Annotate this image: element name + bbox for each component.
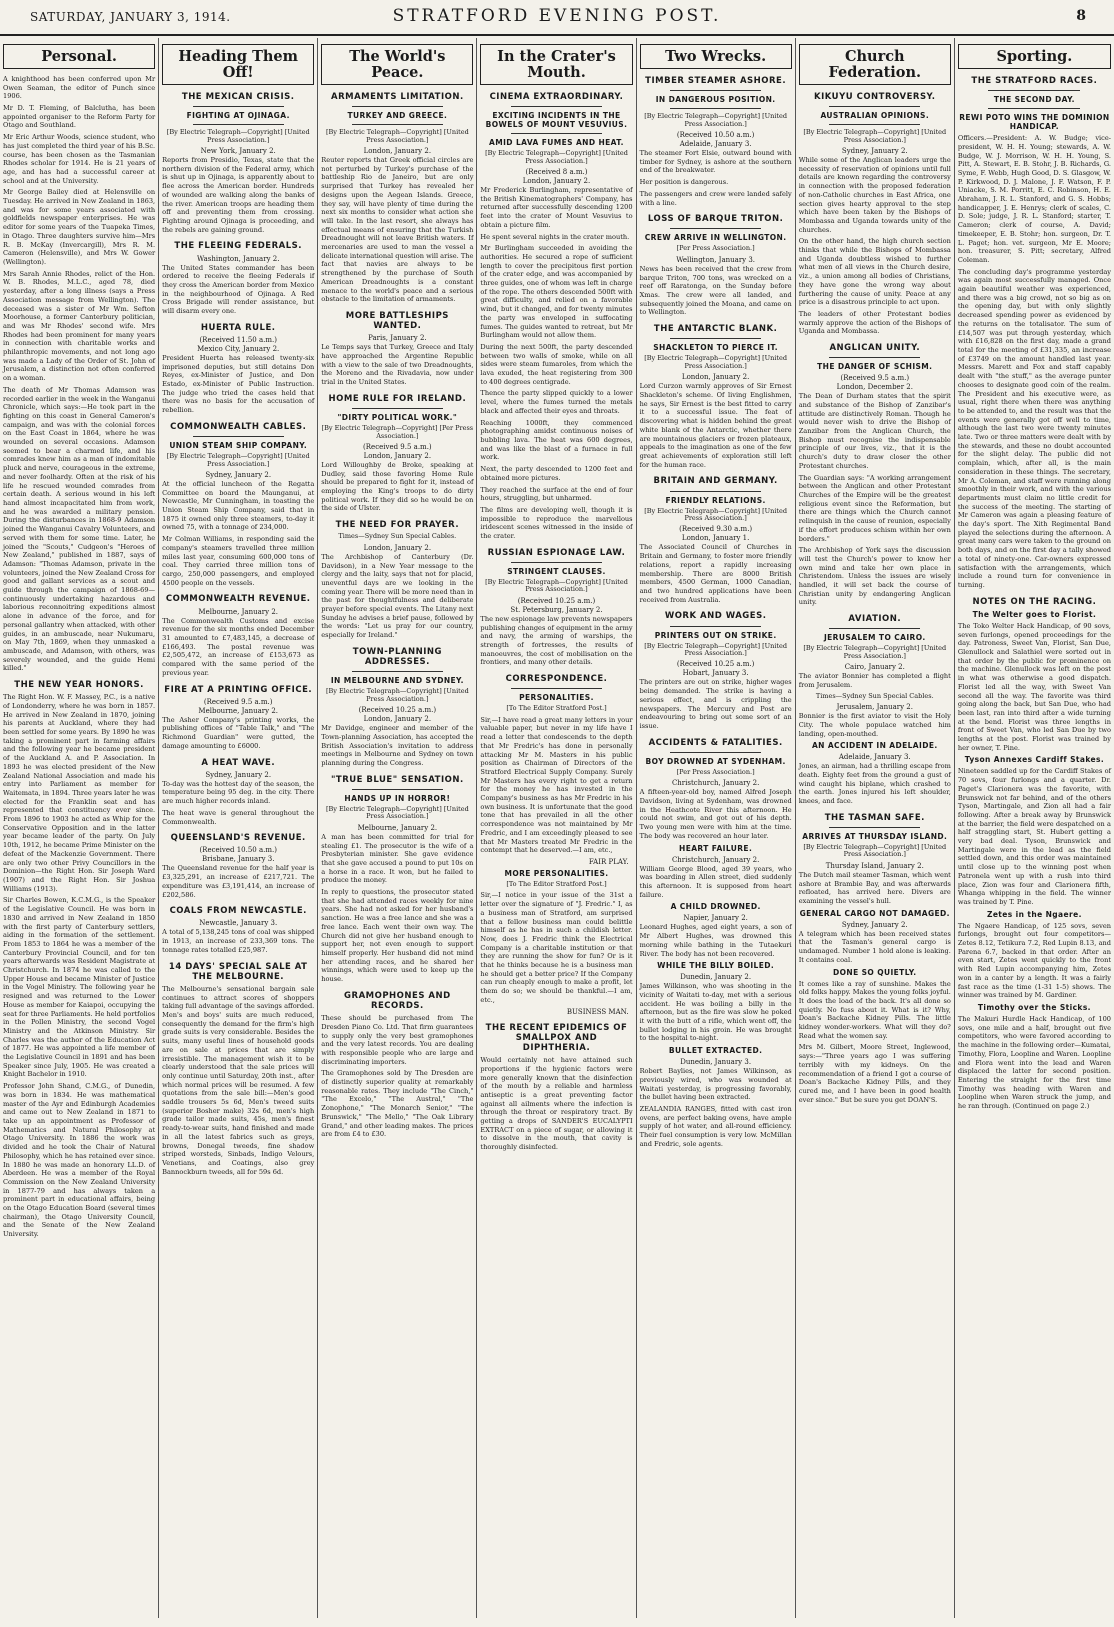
column-banner: Heading Them Off! (162, 44, 314, 85)
wire-credit: [By Electric Telegraph—Copyright] [United Press Association.] (166, 452, 310, 468)
dateline: Melbourne, January 2. (198, 607, 278, 616)
divider-rule (352, 789, 443, 790)
article-paragraph: At the official luncheon of the Regatta Committee on board the Maunganui, at Newcastle, Mr Cunningham, in toasting the Union Steam Ship Company, said that in 1875 it owned only three steamers, to-day it owned 75, with a tonnage of 234,000. (162, 479, 315, 532)
article-paragraph: The printers are out on strike, higher wages being demanded. The strike is having a serious effect, and is crippling the newspapers. The Mercury and Post are endeavouring to bring out some sort of an issue. (639, 678, 792, 730)
dateline: London, January 2. (522, 177, 591, 185)
article-headline: THE RECENT EPIDEMICS OF SMALLPOX AND DIPHTHERIA. (485, 1022, 628, 1053)
article-headline: "TRUE BLUE" SENSATION. (330, 774, 464, 785)
article-subheading: Timothy over the Sticks. (977, 1003, 1091, 1012)
newspaper-title: STRATFORD EVENING POST. (392, 6, 722, 26)
divider-rule (670, 338, 761, 339)
article-subheading: UNION STEAM SHIP COMPANY. (169, 441, 308, 451)
article-paragraph: Professor John Shand, C.M.G., of Dunedin, was born in 1834. He was mathematical master of the Ayr and Edinburgh Academies and came out to New Zealand in 1871 to take up an appointment as Professor of Mathematics and Natural Philosophy at Otago University. In 1886 the work was divided and he took the Chair of Natural Philosophy, which he has retained ever since. In 1880 he was made an honorary LL.D. of Aberdeen. He was a member of the Royal Commission on the New Zealand University in 1877-79 and has always taken a prominent part in educational affairs, being on the Otago Education Board (several times chairman), the Otago University Council, and the Senate of the New Zealand University. (3, 1082, 156, 1239)
article-subheading: "DIRTY POLITICAL WORK." (337, 413, 458, 423)
article-headline: THE NEED FOR PRAYER. (335, 520, 460, 531)
article-subheading: IN DANGEROUS POSITION. (655, 95, 776, 105)
dateline: Thursday Island, January 2. (825, 861, 924, 870)
column-1 (0, 38, 159, 1618)
article-headline: HUERTA RULE. (200, 322, 276, 333)
article-paragraph: The United States commander has been ordered to receive the fleeing Federals if they cross the American border from Mexico in the neighbourhood of Ojinaga. A Red Cross Brigade will render assistance, but will disarm every one. (162, 263, 315, 316)
dateline: (Received 10.50 a.m.) (199, 846, 277, 855)
dateline: Christchurch, January 2. (671, 855, 760, 864)
column-banner: Sporting. (958, 44, 1111, 69)
article-paragraph: The new espionage law prevents newspapers publishing changes of equipment in the army and navy, the arming of warships, the strength of fortresses, the results of manoeuvres, the cost of mobilisation on the frontiers, and many other details. (480, 614, 633, 667)
article-paragraph: A total of 5,138,245 tons of coal was shipped in 1913, an increase of 233,369 tons. The tonnage rates totalled £25,987. (162, 928, 315, 954)
dateline: Sydney, January 2. (205, 770, 272, 779)
divider-rule (193, 436, 284, 437)
article-paragraph: Leonard Hughes, aged eight years, a son of Mr Albert Hughes, was drowned this morning while bathing in the Tutaekuri River. The body has not been recovered. (639, 923, 792, 958)
dateline: Jerusalem, January 2. (836, 703, 913, 712)
dateline: Napier, January 2. (683, 914, 748, 923)
article-paragraph: The heat wave is general throughout the Commonwealth. (162, 808, 315, 826)
column-2 (159, 38, 318, 1618)
article-subheading: AN ACCIDENT IN ADELAIDE. (811, 741, 938, 751)
article-headline: GRAMOPHONES AND RECORDS. (344, 990, 451, 1011)
article-paragraph: Nineteen saddled up for the Cardiff Stakes of 70 sovs, four furlongs and a quarter. Dr. Paget's Clarionera was the favorite, with Brunswick not far behind, and of the others Tyson, Martingale, and Zion all had a fair following. After a break away by Brunswick at the barrier, the field were despatched on a half straggling start, St. Hubert getting a very bad deal. Tyson, Brunswick and Martingale were in the lead as the field settled down, and this order was maintained until close up to the winning post when Patronela went up with a rush into third place, Zion was four and Clarionera fifth, Whanga whipping in the field. The winner was trained by T. Pine. (957, 767, 1111, 906)
dateline: (Received 8 a.m.) (525, 168, 588, 176)
dateline: (Received 9.5 a.m.) (203, 697, 273, 706)
article-paragraph: The Melbourne's sensational bargain sale continues to attract scores of shoppers taking full advantage of the savings afforded. Men's and boys' suits are much reduced, consequently the demand for the firm's high grade suits is very considerable. Besides the suits, many useful lines of household goods are on sale at prices that are simply irresistible. The management wish it to be clearly understood that the sale prices will only continue until Saturday, 20th inst., after which normal prices will be resumed. A few quotations from the sale bill:—Men's good saddle trousers 5s 6d, Men's tweed suits (superior Bosher make) 32s 6d, men's high grade tailor made suits, 45s, men's finest ready-to-wear suits, hand finished and made in all the latest fabrics such as greys, browns, Donegal tweeds, fine shadow striped worsteds, Sinbads, Indigo Velours, Venetians, and Coatings, also grey Bannockburn tweeds, all for 59s 6d. (162, 984, 315, 1176)
article-paragraph: News has been received that the crew from barque Triton, 700 tons, was wrecked on a reef off Raratonga, on the Sunday before Xmas. The crew were all landed, and subsequently joined the Moana, and came on to Wellington. (639, 264, 792, 317)
article-paragraph: Le Temps says that Turkey, Greece and Italy have approached the Argentine Republic with a view to the sale of two Dreadnoughts, the Moreno and the Rivadavia, now under trial in the United States. (321, 343, 474, 387)
article-paragraph: It comes like a ray of sunshine. Makes the old folks happy. Makes the young folks joyful. It does the load of the back. It's all done so quietly. No fuss about it. What is it? Why, Doan's Backache Kidney Pills. The little kidney wonder-workers. What will they do? Read what the women say. (798, 979, 951, 1040)
article-paragraph: Jones, an airman, had a thrilling escape from death. Eighty feet from the ground a gust of wind caught his biplane, which crashed to the earth. Jones injured his left shoulder, knees, and face. (798, 762, 951, 806)
article-paragraph: The Ngaere Handicap, of 125 sovs, seven furlongs, brought out four competitors—Zetes 8.12, Tetikura 7.2, Red Lupin 8.13, and Parena 6.7, backed in that order. After an even start, Zetes went quickly to the front with Red Lupin accompanying him, Zetes won in a canter by a length. It was a fairly fast race as the time (1-31 1-5) shows. The winner was trained by M. Gardiner. (957, 921, 1111, 1000)
divider-rule (829, 106, 920, 107)
divider-rule (670, 228, 761, 229)
wire-credit: [By Electric Telegraph—Copyright] [United Press Association.] (644, 506, 788, 522)
article-paragraph: Reuter reports that Greek official circles are not perturbed by Turkey's purchase of the battleship Rio de Janeiro, but are only surprised that Turkey has revealed her designs upon the Aegean Islands. Greece, they say, will have plenty of time during the next six months to consider what action she will take. In the last resort, she always has effectual means of ensuring that the Turkish Dreadnought will not leave British waters. If mercenaries are used to man the vessel a delicate international question will arise. The fact that navies are always to be strengthened by the purchase of South American Dreadnoughts is a constant menace to the world's peace and a serious obstacle to the limitation of armaments. (321, 156, 474, 304)
dateline: (Received 10.25 a.m.) (358, 706, 437, 715)
article-paragraph: Mr Frederick Burlingham, representative of the British Kinematographers' Company, has returned after successfully descending 1200 feet into the crater of Mount Vesuvius to obtain a picture film. (480, 186, 633, 229)
dateline: London, January 2. (363, 147, 432, 155)
article-subheading: Zetes in the Ngaere. (986, 909, 1082, 919)
dateline: (Received 11.50 a.m.) (199, 335, 277, 344)
dateline: Washington, January 2. (196, 254, 280, 263)
divider-rule (670, 491, 761, 492)
issue-date: SATURDAY, JANUARY 3, 1914. (30, 10, 231, 24)
article-paragraph: Mr George Bailey died at Helensville on Tuesday. He arrived in New Zealand in 1863, and was for some years associated with goldfields newspaper enterprises. He was editor for some years of the Tuapeka Times, in Otago. Three daughters survive him—Mrs R. B. McKay (Invercargill), Mrs R. M. Cameron (Helensville), and Mrs W. Gower (Wellington). (3, 188, 156, 266)
article-headline: THE MEXICAN CRISIS. (181, 91, 295, 102)
article-paragraph: The Dean of Durham states that the spirit and substance of the Bishop of Zanzibar's attitude are distinctively Roman. Though he would never wish to drive the Bishop of Zanzibar from the Anglican Church, the Bishop must recognise the indispensable principle of our lives, viz., that it is the church's duty to draw closer the other Protestant churches. (798, 392, 951, 470)
divider-rule (511, 688, 602, 689)
article-subheading: The Welter goes to Florist. (972, 609, 1097, 619)
article-paragraph: He spent several nights in the crater mouth. (480, 232, 630, 241)
article-paragraph: The passengers and crew were landed safely with a line. (639, 189, 792, 207)
article-paragraph: The Associated Council of Churches in Britain and Germany, to foster more friendly relations, report a rapidly increasing membership. There are 8000 British members, 4500 German, 1000 Canadian, and two hundred applications have been received from Australia. (639, 543, 792, 604)
article-headline: KIKUYU CONTROVERSY. (813, 91, 936, 102)
article-subheading: AMID LAVA FUMES AND HEAT. (489, 138, 624, 148)
article-headline: COALS FROM NEWCASTLE. (169, 906, 307, 917)
page-number: 8 (1076, 8, 1086, 24)
article-paragraph: ZEALANDIA RANGES, fitted with cast iron ovens, are perfect baking ovens, have ample supply of hot water, and all-round efficiency. Their fuel consumption is very low. McMillan and Fredric, sole agents. (639, 1104, 792, 1148)
column-banner: Church Federation. (799, 44, 951, 85)
article-subheading: GENERAL CARGO NOT DAMAGED. (799, 908, 950, 918)
divider-rule (511, 106, 602, 107)
article-subheading: REWI POTO WINS THE DOMINION HANDICAP. (959, 113, 1110, 132)
dateline: Dunedin, January 3. (680, 1058, 752, 1067)
wire-credit: [To The Editor Stratford Post.] (506, 879, 607, 888)
article-headline: QUEENSLAND'S REVENUE. (170, 833, 306, 844)
article-paragraph: James Wilkinson, who was shooting in the vicinity of Waitati to-day, met with a serious accident. He was boiling a billy in the afternoon, but as the fire was slow he poked it with the butt of a rifle, which went off, the bullet lodging in his groin. He was brought to the hospital to-night. (639, 982, 792, 1043)
article-paragraph: Thence the party slipped quickly to a lower level, where the fumes turned the metals black and affected their eyes and throats. (480, 389, 633, 415)
article-headline: NOTES ON THE RACING. (972, 596, 1097, 607)
article-paragraph: In reply to questions, the prosecutor stated that she had attended races weekly for nine years. She had not asked for her husband's sanction. He was a free lance and she was a free lance. Each went their own way. The Church did not give her husband enough to support her, not even enough to support himself properly. Her husband did not mind her attending races, and he shared her winnings, which were used to keep up the house. (321, 888, 474, 984)
dateline: London, January 2. (681, 373, 750, 382)
dateline: (Received 9.5 a.m.) (840, 374, 910, 383)
article-paragraph: The steamer Fort Elsie, outward bound with timber for Sydney, is ashore at the southern end of the breakwater. (639, 149, 792, 175)
wire-credit: [By Electric Telegraph—Copyright] [United Press Association.] (803, 842, 947, 859)
article-headline: ANGLICAN UNITY. (829, 343, 921, 354)
dateline: London, January 2. (363, 543, 432, 552)
article-headline: WORK AND WAGES. (664, 611, 767, 622)
divider-rule (988, 108, 1080, 109)
dateline: Mexico City, January 2. (197, 344, 280, 353)
dateline: Paris, January 2. (368, 334, 427, 343)
article-paragraph: President Huerta has released twenty-six imprisoned deputies, but still detains Don Reyes, ex-Minister of Justice, and Don Estado, ex-Minister of Public Instruction. The judge who tried the cases held that there was no basis for the accusation of rebellion. (162, 353, 315, 415)
article-headline: CINEMA EXTRAORDINARY. (489, 91, 624, 102)
article-paragraph: The Commonwealth Customs and excise revenue for the six months ended December 31 amounted to £7,483,145, a decrease of £166,493. The postal revenue was £2,505,472, an increase of £153,673 as compared with the same period of the previous year. (162, 616, 315, 677)
article-subheading: HEART FAILURE. (679, 843, 753, 853)
divider-rule (829, 628, 920, 629)
article-paragraph: Lord Curzon warmly approves of Sir Ernest Shackleton's scheme. Of living Englishmen, he says, Sir Ernest is the best fitted to carry it to a successful issue. The feat of discovering what is hidden behind the great white blank of the Antarctic, whether there are mountainous glaciers or frozen plateaux, appeals to the imagination as one of the few great achievements of exploration still left for the human race. (639, 382, 792, 469)
article-paragraph: Bonnier is the first aviator to visit the Holy City. The whole populace watched him landing, open-mouthed. (798, 712, 951, 738)
article-paragraph: The films are developing well, though it is impossible to reproduce the marvellous iridescent scenes witnessed in the inside of the crater. (480, 505, 633, 541)
article-paragraph: While some of the Anglican leaders urge the necessity of reservation of opinions until full details are known regarding the controversy in connection with the proposed federation of non-Catholic churches in East Africa, one section gives hearty approval to the step which have been taken by the Bishops of Mombassa and Uganda towards unity of the churches. (798, 156, 951, 234)
dateline: New York, January 2. (200, 147, 276, 155)
article-paragraph: Mrs M. Gilbert, Moore Street, Inglewood, says:—"Three years ago I was suffering terribly with my kidneys. On the recommendation of a friend I got a course of Doan's Backache Kidney Pills, and they cured me, and I have been in good health ever since." But be sure you get DOAN'S. (798, 1043, 951, 1104)
article-paragraph: The Asher Company's printing works, the publishing offices of "Table Talk," and "The Richmond Guardian" were gutted, the damage amounting to £6000. (162, 715, 315, 750)
dateline: Sydney, January 2. (841, 147, 908, 155)
wire-credit: Times—Sydney Sun Special Cables. (338, 532, 457, 541)
wire-credit: [By Electric Telegraph—Copyright] [United Press Association.] (803, 128, 947, 144)
article-subheading: A CHILD DROWNED. (670, 902, 761, 912)
divider-rule (829, 357, 920, 358)
article-headline: BRITAIN AND GERMANY. (653, 476, 778, 487)
article-paragraph: Mr Colman Williams, in responding said the company's steamers travelled three million miles last year, consuming 600,000 tons of coal. They carried three million tons of cargo, 250,000 passengers, and employed 4500 people on the vessels. (162, 535, 315, 587)
article-headline: AVIATION. (848, 614, 902, 625)
masthead (0, 0, 1114, 36)
article-headline: ARMAMENTS LIMITATION. (330, 91, 464, 102)
divider-rule (670, 626, 761, 627)
divider-rule (352, 408, 443, 409)
article-paragraph: The Dutch mail steamer Tasman, which went ashore at Brambie Bay, and was afterwards refloated, has arrived here. Divers are examining the vessel's hull. (798, 870, 951, 905)
dateline: London, January 1. (681, 534, 750, 543)
article-subheading: ARRIVES AT THURSDAY ISLAND. (802, 831, 948, 841)
article-paragraph: The Toko Welter Hack Handicap, of 90 sovs, seven furlongs, opened proceedings for the day. Patroness, Sweet Van, Florist, San Due, Glenullock and Salathiel were sorted out in that order by the public for prominence on the machine. Glenullock was left on the post in what was otherwise a good dispatch. Florist led all the way, with Sweet Van second all the way. The favorite was third going along the back, but San Due, who had been last, ran into third after a wide turning at the bend. Florist was three lengths in front of Sweet Van, who led San Due by two lengths at the post. Florist was trained by her owner, T. Pine. (957, 621, 1111, 752)
wire-credit: [By Electric Telegraph—Copyright] [United Press Association.] (485, 577, 628, 594)
divider-rule (511, 133, 602, 134)
wire-credit: [By Electric Telegraph—Copyright] [United Press Association.] (803, 644, 947, 660)
dateline: (Received 10.50 a.m.) (676, 131, 755, 140)
dateline: Sydney, January 2. (841, 920, 908, 929)
article-subheading: TURKEY AND GREECE. (347, 111, 448, 121)
article-subheading: BULLET EXTRACTED. (668, 1046, 763, 1056)
column-banner: Two Wrecks. (640, 44, 792, 69)
article-subheading: DONE SO QUIETLY. (833, 967, 917, 977)
wire-credit: [By Electric Telegraph—Copyright] [United Press Association.] (644, 112, 788, 128)
divider-rule (193, 106, 284, 107)
article-subheading: WHILE THE BILLY BOILED. (657, 961, 775, 971)
article-paragraph: Mrs Sarah Annie Rhodes, relict of the Hon. W. B. Rhodes, M.L.C., aged 78, died yesterday, after a long illness (says a Press Association message from Wellington). The deceased was a sister of Mr Wm. Sefton Moorhouse, a former Canterbury politician, and was Mr Rhodes' second wife. Mrs Rhodes had been prominent for many years in connection with charitable works and philanthropic movements, and not long ago was made a Lady of the Order of St. John of Jerusalem, a distinction not often conferred on a woman. (3, 269, 156, 383)
wire-credit: [To The Editor Stratford Post.] (506, 704, 607, 713)
article-headline: HOME RULE FOR IRELAND. (328, 393, 467, 404)
column-4 (477, 38, 636, 1618)
article-paragraph: They reached the surface at the end of four hours, struggling, but unharmed. (480, 485, 633, 503)
article-headline: A HEAT WAVE. (201, 757, 276, 768)
article-paragraph: Lord Willoughby de Broke, speaking at Dudley, said those favoring Home Rule should be prepared to fight for it, instead of employing the King's troops to do dirty political work. If they did so he would be on the side of Ulster. (321, 460, 474, 513)
dateline: (Received 9.5 a.m.) (363, 442, 432, 451)
dateline: London, January 2. (363, 715, 432, 724)
divider-rule (193, 124, 284, 125)
article-paragraph: The aviator Bonnier has completed a flight from Jerusalem. (798, 672, 951, 689)
column-banner: Personal. (3, 44, 155, 69)
article-subheading: THE SECOND DAY. (993, 95, 1075, 105)
article-subheading: BOY DROWNED AT SYDENHAM. (645, 756, 786, 766)
dateline: Dunedin, January 2. (680, 973, 752, 982)
divider-rule (670, 752, 761, 753)
column-banner: In the Crater's Mouth. (480, 44, 632, 85)
article-headline: COMMONWEALTH REVENUE. (165, 594, 311, 605)
wire-credit: [Per Press Association.] (676, 244, 755, 253)
letter-signature: BUSINESS MAN. (566, 1007, 629, 1016)
article-subheading: THE DANGER OF SCHISM. (817, 362, 933, 372)
article-paragraph: The Right Hon. W. F. Massey, P.C., is a native of Londonderry, where he was born in 1857. He arrived in New Zealand in 1870, joining his parents at Auckland, where they had been settled for some years. By 1890 he was taking a prominent part in farming affairs and the following year he became president of the Auckland A. and P. Association. In 1893 he was elected president of the New Zealand National Association and made his entry into Parliament as member for Waitemata, in 1894. Three years later he was elected for the Franklin seat and has represented that constituency ever since. From 1896 to 1903 he acted as Whip for the Conservative Opposition and in the latter year became leader of the party. On July 10th, 1912, he became Prime Minister on the defeat of the Mackenzie Government. There are only two other Privy Councillors in the Dominion—the Right Hon. Sir Joseph Ward (1907) and the Right Hon. Sir Joshua Williams (1913). (3, 693, 156, 893)
article-paragraph: Mr Eric Arthur Woods, science student, who has just completed the third year of his B.Sc. course, has been chosen as the Tasmanian Rhodes scholar for 1914. He is 21 years of age, and has had a successful career at school and at the University. (3, 133, 156, 185)
wire-credit: [By Electric Telegraph—Copyright] [United Press Association.] (166, 128, 310, 144)
article-paragraph: The Queensland revenue for the half year is £3,325,291, an increase of £217,721. The expenditure was £3,191,414, an increase of £202,586. (162, 864, 315, 899)
wire-credit: [By Electric Telegraph—Copyright] [United Press Association.] (644, 354, 788, 370)
article-paragraph: These should be purchased from The Dresden Piano Co. Ltd. That firm guarantees to supply only the very best gramophones and the very latest records. You are dealing with responsible people who are large and discriminating importers. (321, 1014, 474, 1066)
dateline: Melbourne, January 2. (357, 823, 438, 832)
column-7 (955, 38, 1114, 1618)
dateline: Sydney, January 2. (205, 470, 272, 479)
article-subheading: PERSONALITIES. (519, 693, 594, 703)
column-banner: The World's Peace. (321, 44, 473, 85)
divider-rule (511, 562, 602, 563)
article-headline: CORRESPONDENCE. (505, 674, 608, 685)
article-paragraph: Reaching 1000ft, they commenced photographing amidst continuous noises of bubbling lava. The heat was 600 degrees, and was like the blast of a furnace in full work. (480, 418, 633, 462)
article-paragraph: The Archbishop of York says the discussion will test the Church's power to know her own mind and take her own place in Christendom. Unless the issues are wisely handled, it will set back the course of Christian unity by endangering Anglican unity. (798, 546, 951, 607)
article-paragraph: Next, the party descended to 1200 feet and obtained more pictures. (480, 465, 633, 482)
article-headline: TIMBER STEAMER ASHORE. (645, 75, 787, 86)
article-paragraph: Her position is dangerous. (639, 178, 729, 187)
column-6 (796, 38, 955, 1618)
article-paragraph: The Gramophones sold by The Dresden are of distinctly superior quality at remarkably reasonable rates. They include "The Cinch," "The Excelo," "The Austral," "The Zonophone," "The Monarch Senior," "The Brunswick," "The Mello," "The Oak Library Grand," and other leading makes. The prices are from £4 to £30. (321, 1069, 474, 1139)
article-subheading: CREW ARRIVE IN WELLINGTON. (644, 233, 787, 243)
article-paragraph: The Archbishop of Canterbury (Dr. Davidson), in a New Year message to the clergy and the laity, says that not for placid, uneventful days are we looking in the coming year. There will be more need than in the past for thoughtfulness and deliberate prayer before special events. The Litany next Sunday he advises a brief pause, followed by the words: "Let us pray for our country, especially for Ireland." (321, 552, 474, 640)
article-paragraph: Would certainly not have attained such proportions if the hygienic factors were more generally known that the disinfection of the mouth by a reliable and harmless antiseptic is a great preventing factor against all ailments where the infection is through the throat or respiratory tract. By getting a drops of SANDER'S EUCALYPTI EXTRACT on a piece of sugar, or allowing it to dissolve in the mouth, that cavity is thoroughly disinfected. (480, 1056, 633, 1152)
dateline: St. Petersburg, January 2. (510, 605, 603, 614)
article-headline: TOWN-PLANNING ADDRESSES. (352, 646, 442, 668)
divider-rule (670, 90, 761, 91)
article-headline: THE ANTARCTIC BLANK. (653, 324, 778, 335)
article-paragraph: A telegram which has been received states that the Tasman's general cargo is undamaged. Number 1 hold alone is leaking. It contains coal. (798, 929, 951, 964)
article-subheading: FIGHTING AT OJINAGA. (186, 111, 290, 121)
article-subheading: STRINGENT CLAUSES. (507, 566, 606, 576)
dateline: Adelaide, January 3. (679, 140, 752, 149)
column-3 (318, 38, 477, 1618)
dateline: Wellington, January 3. (676, 255, 756, 264)
dateline: London, January 2. (363, 451, 432, 460)
article-paragraph: A man has been committed for trial for stealing £1. The prosecutor is the wife of a Presbyterian minister. She gave evidence that she gave accused a pound to put 10s on a horse in a race. It won, but he failed to produce the money. (321, 832, 474, 885)
article-paragraph: Mr Burlingham succeeded in avoiding the authorities. He secured a rope of sufficient length to cover the precipitous first portion of the crater edge, and was accompanied by three guides, one of whom was left in charge of the rope. The others descended 500ft with great difficulty, and relied on a favorable wind, but it changed, and for twenty minutes the party was enveloped in suffocating fumes. The guides wanted to retreat, but Mr Burlingham would not allow them. (480, 244, 633, 340)
divider-rule (352, 124, 443, 125)
wire-credit: Times—Sydney Sun Special Cables. (815, 691, 934, 700)
article-headline: COMMONWEALTH CABLES. (170, 421, 307, 432)
article-subheading: IN MELBOURNE AND SYDNEY. (330, 676, 464, 686)
dateline: Melbourne, January 2. (198, 706, 278, 715)
article-paragraph: A knighthood has been conferred upon Mr Owen Seaman, the editor of Punch since 1906. (3, 74, 156, 101)
dateline: Newcastle, January 3. (199, 919, 278, 928)
article-paragraph: The Makuri Hurdle Hack Handicap, of 100 sovs, one mile and a half, brought out five competitors, who were favored according to the machine in the following order—Kumatai, Timothy, Flora, Loopline and Waren. Loopline and Flora went into the lead and Waren displaced the latter for second position. Entering the straight for the first time Timothy was heading with Waren and Loopline when Waren struck the jump, and he ran through. (Continued on page 2.) (957, 1015, 1111, 1111)
column-5 (637, 38, 796, 1618)
wire-credit: [By Electric Telegraph—Copyright] [United Press Association.] (325, 687, 469, 703)
article-paragraph: Sir,—I have read a great many letters in your valuable paper, but never in my life have I read a letter that condescends to the depth that Mr Fredric's has done in personally attacking Mr M. Masters in his public position as Chairman of Directors of the Stratford Electrical Supply Company. Surely Mr Masters has every right to get a return for the money he has invested in the Company's business as has Mr Fredric in his own business. It is unfortunate that the good tone that has prevailed in all the other correspondence was not maintained by Mr Fredric, and I am exceedingly pleased to see that Mr Masters treated Mr Fredric in the contempt that he deserved.—I am, etc., (480, 715, 633, 855)
article-paragraph: Robert Baylies, not James Wilkinson, as previously wired, who was wounded at Waitati yesterday, is progressing favorably, the bullet having been extracted. (639, 1067, 792, 1102)
article-headline: THE TASMAN SAFE. (824, 812, 925, 823)
article-subheading: PRINTERS OUT ON STRIKE. (654, 630, 777, 640)
article-headline: THE NEW YEAR HONORS. (14, 680, 144, 691)
article-paragraph: Mr D. T. Fleming, of Balclutha, has been appointed organiser to the Reform Party for Otago and Southland. (3, 104, 156, 130)
article-headline: LOSS OF BARQUE TRITON. (647, 214, 784, 225)
article-headline: MORE BATTLESHIPS WANTED. (345, 310, 449, 332)
dateline: Adelaide, January 3. (838, 753, 911, 762)
wire-credit: [By Electric Telegraph—Copyright] [United Press Association.] (325, 804, 469, 821)
wire-credit: [Per Press Association.] (676, 767, 755, 776)
article-headline: ACCIDENTS & FATALITIES. (648, 737, 783, 748)
article-subheading: MORE PERSONALITIES. (504, 868, 609, 878)
divider-rule (988, 90, 1080, 91)
article-paragraph: Officers.—President: A. W. Budge; vice-president, W. H. H. Young; stewards, A. W. Budge, W. J. Morrison, W. H. H. Young, S. Pitt, A. Stewart, E. B. Stohr, J. B. Richards, G. Syme, F. Webb, Hugh Good, D. S. Glasgow, W. P. Kirkwood, D. J. Malone, J. F. Watson, F. P. Uniacke, S. M. Porritt, E. C. Robinson, H. E. Abraham, J. R. L. Stanford, and G. S. Hobbs; handicapper, J. E. Henrys; clerk of scales, C. D. Sole; judge, J. R. L. Stanford; starter, T. Cameron; clerk of course, A. David; timekeeper, E. B. Stohr; hon. surgeon, Dr. T. L. Paget; hon. vet. surgeon, Mr E. Moore; hon. treasurer, S. Pitt; secretary, Alfred Coleman. (957, 134, 1111, 264)
article-headline: 14 DAYS' SPECIAL SALE AT THE MELBOURNE. (168, 961, 308, 982)
article-paragraph: William George Blood, aged 39 years, who was boarding in Allen street, died suddenly this afternoon. It is supposed from heart failure. (639, 864, 792, 899)
article-paragraph: Sir,—I notice in your issue of the 31st a letter over the signature of "J. Fredric." I, as a business man of Stratford, am surprised that a fellow business man could belittle himself as he has in such a childish letter. Now, does J. Fredric think the Electrical Company is a charitable institution or that they are running the show for fun? Or is it that he thinks because he is a business man he should get a better price? If the Company can run cheaply enough to make a profit, let them do so; we should be thankful.—I am, etc., (480, 891, 633, 1004)
dateline: London, December 2. (836, 383, 913, 392)
article-paragraph: During the next 500ft, the party descended between two walls of smoke, while on all sides were steam fumaroles, from which the lava exuded, the heat registering from 300 to 400 degrees centigrade. (480, 342, 633, 386)
divider-rule (670, 108, 761, 109)
divider-rule (352, 671, 443, 672)
article-subheading: FRIENDLY RELATIONS. (665, 495, 766, 505)
article-headline: FIRE AT A PRINTING OFFICE. (164, 684, 313, 695)
article-paragraph: Reports from Presidio, Texas, state that the northern division of the Federal army, which is shut up in Ojinaga, is apparently about to flee across the American border. Hundreds of wounded are walking along the banks of the river. American troops are heading them off and preventing them from crossing. Fighting around Ojinaga is proceeding, and the rebels are gaining ground. (162, 156, 315, 234)
wire-credit: [By Electric Telegraph—Copyright] [United Press Association.] (325, 128, 469, 144)
dateline: Hobart, January 3. (682, 669, 749, 678)
article-paragraph: On the other hand, the high church section thinks that while the Bishops of Mombassa and Uganda doubtless wished to further what men of all views in the Church desire, viz., a union among all bodies of Christians, they have gone the wrong way about furthering the cause of unity. Peace at any price is a disastrous principle to act upon. (798, 237, 951, 307)
article-headline: THE FLEEING FEDERALS. (174, 241, 302, 252)
dateline: (Received 9.30 a.m.) (679, 525, 753, 534)
letter-signature: FAIR PLAY. (588, 857, 629, 866)
divider-rule (829, 124, 920, 125)
article-subheading: SHACKLETON TO PIERCE IT. (653, 343, 779, 353)
wire-credit: [By Electric Telegraph—Copyright] [United Press Association.] (485, 149, 628, 165)
article-paragraph: Mr Davidge, engineer and member of the Town-planning Association, has accepted the British Association's invitation to address meetings in Melbourne and Sydney on town planning during the Congress. (321, 724, 474, 767)
article-paragraph: The death of Mr Thomas Adamson was recorded earlier in the week in the Wanganui Chronicle, which says:—He took part in the fighting on this coast in General Cameron's campaign, and was with the colonial forces on the East Coast in 1864, where he was wounded on several occasions. Adamson seemed to bear a charmed life, and his comrades knew him as a man of indomitable pluck and nerve, courageous in the extreme, and never foolhardy. Often at the risk of his life he rescued wounded comrades from certain death. A serious wound in his left hand almost incapacitated him from work, and he was awarded a military pension. During the disturbances in 1868-9 Adamson joined the Wanganui Cavalry Volunteers, and served with them for some time. Later, he joined the "Scouts," Cudgeon's "Heroes of New Zealand," published in 1887, says of Adamson: "Thomas Adamson, private in the volunteers, joined the New Zealand Cross for good and gallant services as a scout and guide through the campaign of 1868-69—continuously undertaking hazardous and laborious reconnoitring expeditions almost alone in advance of the force, and for personal gallantry when attacked, with other guides, in an ambuscade, near Nukumaru, on May 7th, 1869, when they unmasked a ambuscade, and Adamson, with others, was severely wounded, and the guide Hemi killed." (3, 385, 156, 673)
dateline: Brisbane, January 3. (201, 855, 275, 864)
article-paragraph: Sir Charles Bowen, K.C.M.G., is the Speaker of the Legislative Council. He was born in 1830 and arrived in New Zealand in 1850 with the first party of Canterbury settlers, aiding in the formation of the settlement. From 1853 to 1864 he was a member of the Canterbury Provincial Council, and for ten years afterwards was Resident Magistrate at Christchurch. In 1874 he was called to the Upper House and became Minister of Justice in the Vogel Ministry. The following year he resigned and was returned to the Lower House as member for Kaiapoi, occupying the seat for three Parliaments. He held portfolios in the Pollen Ministry, the second Vogel Ministry and the Atkinson Ministry. Sir Charles was the author of the Education Act of 1877. He was appointed a life member of the Legislative Council in 1891 and has been Speaker since July, 1905. He was created a Knight Bachelor in 1910. (3, 896, 156, 1079)
article-subheading: JERUSALEM TO CAIRO. (823, 633, 926, 643)
article-paragraph: To-day was the hottest day of the season, the temperature being 95 deg. in the city. There are much higher records inland. (162, 779, 315, 806)
article-paragraph: The leaders of other Protestant bodies warmly approve the action of the Bishops of Uganda and Mombassa. (798, 309, 951, 336)
article-headline: RUSSIAN ESPIONAGE LAW. (487, 547, 626, 558)
dateline: (Received 10.25 a.m.) (676, 660, 755, 669)
article-subheading: EXCITING INCIDENTS IN THE BOWELS OF MOUNT VESUVIUS. (485, 111, 628, 130)
dateline: Cairo, January 2. (844, 663, 905, 672)
article-paragraph: The Guardian says: "A working arrangement between the Anglican and other Protestant Churches of the Empire will be the greatest religious event since the Reformation, but there are things which the Church cannot relinquish in the cause of reunion, especially if the effort produces schism within her own borders." (798, 473, 951, 543)
dateline: Christchurch, January 2. (671, 779, 760, 788)
dateline: (Received 10.25 a.m.) (517, 596, 596, 605)
article-subheading: Tyson Annexes Cardiff Stakes. (964, 755, 1105, 765)
wire-credit: [By Electric Telegraph—Copyright] [United Press Association.] (644, 641, 788, 658)
divider-rule (352, 106, 443, 107)
divider-rule (829, 827, 920, 828)
wire-credit: [By Electric Telegraph—Copyright] [Per Press Association.] (321, 424, 474, 440)
article-subheading: AUSTRALIAN OPINIONS. (820, 111, 930, 121)
article-paragraph: A fifteen-year-old boy, named Alfred Joseph Davidson, living at Sydenham, was drowned in the Heathcote River this afternoon. He could not swim, and got out of his depth. Two young men were with him at the time. The body was recovered an hour later. (639, 788, 792, 840)
article-headline: THE STRATFORD RACES. (971, 75, 1098, 86)
article-subheading: HANDS UP IN HORROR! (344, 793, 451, 803)
article-paragraph: The concluding day's programme yesterday was again most successfully managed. Once again beautiful weather was experienced, and there was a big crowd, not so big as on the opening day, but with only slightly decreased spending power as evidenced by the returns on the totalisator. The sum of £14,507 was put through yesterday, which with £16,828 on the first day, made a grand total for the meeting of £31,335, an increase of £3749 on the amount handled last year. Messrs. Marett and Fox and staff capably dealt with "the stuff," as the average punter chooses to designate good coin of the realm. The President and his executive were, as usual, right there when there was anything to be attended to, and the result was that the events were generally got off well to time, although the last two were twenty minutes late. Two or three matters were dealt with by the stewards, and these no doubt accounted for the slight delay. The public did not complain, which, after all, is the main consideration in these things. The secretary, Mr A. Coleman, and staff were running along smoothly in their work, and with the various departments must claim no little credit for the success of the meeting. The starting of Mr Cameron was again a pleasing feature of the day's sport. The Xith Regimental Band played the selections during the afternoon. A great many cars were taken to the ground on both days, and on the first day a tally showed a total of ninety-one. Car-owners expressed satisfaction with the arrangements, which include a round turn for convenience in turning. (957, 267, 1111, 589)
